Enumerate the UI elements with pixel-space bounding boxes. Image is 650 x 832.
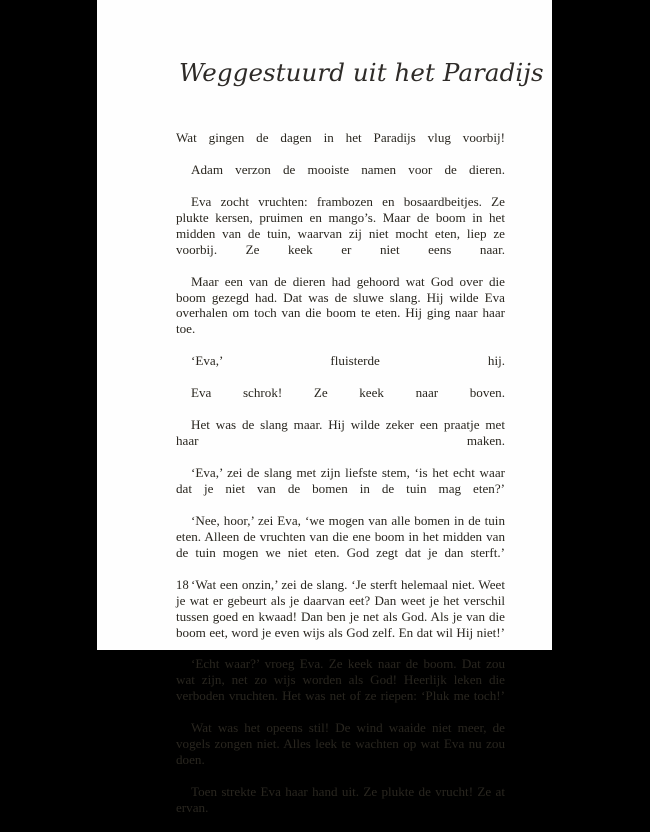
paragraph: Eva zocht vruchten: frambozen en bosaardbeitjes. Ze plukte kersen, pruimen en mango’s. Maar de boom in het midden van de tuin, waarvan zij niet mocht eten, liep ze voorbij. Ze keek er niet eens naar. [176,193,505,257]
paragraph: Eva schrok! Ze keek naar boven. [191,385,505,401]
paragraph: ‘Nee, hoor,’ zei Eva, ‘we mogen van alle bomen in de tuin eten. Alleen de vruchten van die ene boom in het midden van de tuin mogen we niet eten. God zegt dat je dan sterft.’ [176,512,505,560]
paragraph: ‘Eva,’ zei de slang met zijn liefste stem, ‘is het echt waar dat je niet van de bomen in de tuin mag eten?’ [176,465,505,496]
page-number: 18 [176,578,190,592]
paragraph: Adam verzon de mooiste namen voor de dieren. [191,161,505,177]
chapter-title: Weggestuurd uit het Paradijs [179,58,544,87]
letterbox-band-right [552,0,650,650]
paragraph: Wat was het opeens stil! De wind waaide niet meer, de vogels zongen niet. Alles leek te wachten op wat Eva nu zou doen. [176,720,505,768]
letterbox-band-left [0,0,97,650]
paragraph: Maar een van de dieren had gehoord wat God over die boom gezegd had. Dat was de sluwe slang. Hij wilde Eva overhalen om toch van die boom te eten. Hij ging naar haar toe. [176,273,505,337]
paragraph: ‘Eva,’ fluisterde hij. [191,353,505,369]
book-page [97,0,552,816]
paragraph: ‘Echt waar?’ vroeg Eva. Ze keek naar de boom. Dat zou wat zijn, net zo wijs worden als God! Heerlijk leken die verboden vruchten. Het was net of ze riepen: ‘Pluk me toch!’ [176,656,505,704]
paragraph: Toen strekte Eva haar hand uit. Ze plukte de vrucht! Ze at ervan. [176,784,505,816]
paragraph: ‘Wat een onzin,’ zei de slang. ‘Je sterft helemaal niet. Weet je wat er gebeurt als je daarvan eet? Dan weet je het verschil tussen goed en kwaad! Dan ben je net als God. Als je van die boom eet, word je even wijs als God zelf. En dat wil Hij niet!’ [176,576,505,640]
body-text [176,130,505,832]
paragraph: Wat gingen de dagen in het Paradijs vlug voorbij! [176,130,505,145]
paragraph: Het was de slang maar. Hij wilde zeker een praatje met haar maken. [176,417,505,449]
page-text-block [176,0,544,816]
